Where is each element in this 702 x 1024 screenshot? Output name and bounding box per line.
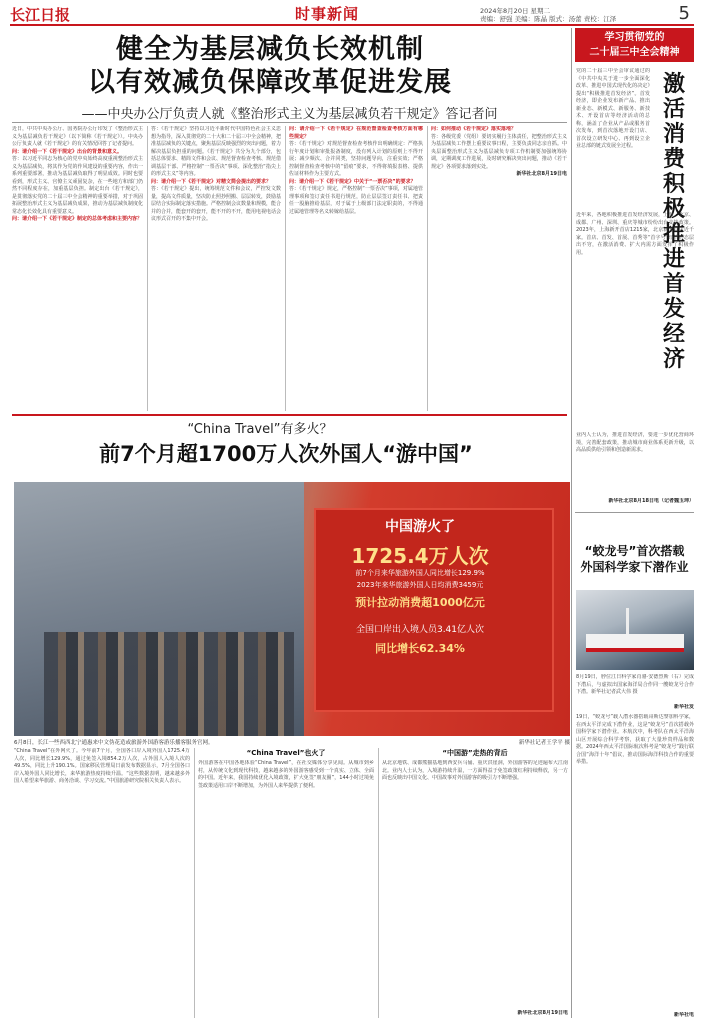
ship-photo (576, 590, 694, 670)
right-body-3: 业内人士认为，推进首发经济，要进一步优化营商环境，完善配套政策，推动城市商业体系更新升级，以高品质供给引领和创造新需求。 (576, 432, 694, 453)
photo-tourists (44, 632, 294, 736)
board-line-3: 全国口岸出入境人员3.41亿人次 (355, 625, 485, 635)
divider (12, 122, 567, 123)
tourism-headline: 前7个月超1700万人次外国人“游中国” (99, 442, 473, 466)
answer-1: 答：以习近平同志为核心的党中央始终高度重视整治形式主义为基层减负，将其作为党的作风建设的重要内容，作出一系列重要部署，推动为基层减负取得了明显成效。同时也要看到，形式主义、官僚主义顽固复杂，在一些地方和部门仍然不同程度存在，加重基层负担。制定出台《若干规定》，是贯彻落实党的二十届三中全会精神的重要举措，对于巩固拓展整治形式主义为基层减负成果，推动为基层减负制度化常态化长效化具有重要意义。 (12, 156, 143, 215)
section-title: 时事新闻 (295, 5, 360, 23)
question-1: 问：请介绍一下《若干规定》出台的背景和意义。 (12, 148, 123, 155)
tourism-kicker: “China Travel”有多火？ (187, 422, 333, 437)
question-4: 问：请介绍一下《若干规定》在规范督查检查考核方面有哪些规定？ (289, 126, 423, 140)
right-column-divider (571, 28, 572, 1018)
issue-date: 2024年8月20日 星期二 (480, 7, 551, 15)
tourism-column-2: 外国游客在中国各地体验“China Travel”，在社交媒体分享见闻。从城市到乡村，从传统文化到现代科技，越来越多的外国游客感受到一个真实、立体、全面的中国。近年来，我国持续优化入境政策，扩大免签“朋友圈”，144小时过境免签政策适用口岸不断增加，为外国人来华提供了便利。 (198, 760, 374, 789)
series-banner (575, 28, 694, 62)
lead-headline-line-2: 以有效减负保障改革促进发展 (88, 67, 452, 98)
lead-column-2 (151, 126, 281, 411)
lead-source: 新华社北京8月19日电 (516, 171, 567, 177)
ship-headline-line-1: “蛟龙号”首次搭载 (584, 544, 685, 558)
answer-4: 答：《若干规定》对规范督查检查考核作出明确规定：严格执行年度计划和审批报备制度，没有列入计划的原则上不得开展；减少频次、合并同类，坚持问题导向，注重实效；严格控制督查检查考核中的“留痕”要求，不得将填报表格、提供佐证材料作为主要方式。 (289, 141, 423, 177)
ship-photo-caption: 8月19日，脖位江日科学家肖骆·安德烈斯（右）完成下潜后，与虚拟出国家海洋局合作同一艘蛟龙号合作下潜。新华社记者武大伟 摄 (576, 674, 694, 695)
lead-intro: 近日，中共中央办公厅、国务院办公厅印发了《整治形式主义为基层减负若干规定》（以下简称《若干规定》）。中央办公厅负责人就《若干规定》的有关情况回答了记者提问。 (12, 126, 143, 147)
right-body-1: 党的二十届三中全会审议通过的《中共中央关于进一步全面深化改革、推进中国式现代化的决定》提出“积极推进首发经济”。首发经济，即企业发布新产品、推出新业态、新模式、新服务、新技术、开设首店等经济活动的总称，涵盖了企业从产品或服务首次发布，到首次落地开设门店、首次设立研发中心、再到设立企业总部的链式发展全过程。 (576, 68, 650, 149)
lead-subheadline: ——中央办公厅负责人就《整治形式主义为基层减负若干规定》答记者问 (81, 107, 498, 122)
lead-column-1 (12, 126, 143, 411)
ship-source: 新华社电 (673, 1012, 694, 1018)
banner-line-2: 二十届三中全会精神 (589, 47, 680, 58)
answer-3: 答：《若干规定》提出，统筹规范文件和会议，严控发文数量，提高文件质量，坚决防止照抄照搬、层层转发，鼓励基层结合实际制定落实措施。严格控制会议数量和规模，能合并的合并，能套开的套开，能不开的不开，能用电视电话会议形式召开的不集中开会。 (151, 186, 281, 222)
section-divider (12, 414, 567, 416)
page-number: 5 (678, 3, 690, 24)
divider (575, 512, 694, 513)
tourism-subhead-1: “China Travel”也火了 (246, 749, 326, 757)
right-body-2: 近年来，各地积极推进首发经济发展，上海、北京、成都、广州、深圳、重庆等城市纷纷出台支持政策。2023年，上海新开首店1215家，北京新开首店近千家。首店、首发、首展、首秀等“首字号”经济形态层出不穷，在激活消费、扩大内需方面发挥了积极作用。 (576, 212, 694, 256)
board-line-4: 同比增长62.34% (375, 642, 465, 655)
column-divider (378, 748, 379, 1018)
lead-column-4 (431, 126, 567, 411)
board-line-1: 前7个月来华旅游外国人同比增长129.9% (355, 569, 485, 577)
ship-body: 19日，“蛟龙号”载人潜水器搭载哥斯达黎加科学家，在西太平洋完成下潜作业，这是“蛟龙号”首次搭载外国科学家下潜作业。本航次中，科考队在西太平洋海山区开展综合科学考察，获取了大量珍贵样品和数据。2024年西太平洋国际航次科考是“蛟龙号”践行联合国“海洋十年”倡议，推动国际海洋科技合作的重要举措。 (576, 714, 694, 765)
lead-column-3 (289, 126, 423, 411)
question-5: 问：请介绍一下《若干规定》中关于“一票否决”的要求？ (289, 178, 416, 185)
right-source: 新华社北京8月18日电（记者魏玉坤） (608, 498, 694, 504)
editor-credits: 责编：舒强 美编：陈晶 版式：汤蕾 责校：江泽 (480, 15, 617, 23)
column-divider (147, 126, 148, 411)
tourism-source: 新华社北京8月19日电 (517, 1010, 568, 1016)
board-title: 中国游火了 (385, 519, 455, 535)
answer-5: 答：《若干规定》规定，严格控制“一票否决”事项，对属地管理事项和签订责任书进行规范，防止层层签订责任书、把责任一股脑推给基层，对于属于上级部门法定职责的，不得通过属地管理等名义转嫁给基层。 (289, 186, 423, 215)
tourism-column-1: “China Travel”在外网火了。今年前7个月，全国各口岸入境外国人1725.4万人次，同比增长129.9%，通过免签入境854.2万人次，占外国人入境人次的49.5%，同比上升190.1%。国家移民管理局日前发布数据显示，7月全国各口岸入境外国人同比增长，来华旅游热度持续升温。“这些数据表明，越来越多外国人希望来华旅游、商务洽谈、学习交流。”中国旅游研究院相关负责人表示。 (14, 748, 190, 784)
board-line-2: 2023年来华旅游外国人日均消费3459元 (356, 581, 484, 589)
column-divider (285, 126, 286, 411)
lead-headline-line-1: 健全为基层减负长效机制 (116, 34, 424, 65)
vertical-headline: 激活消费积极推进首发经济 (662, 72, 685, 372)
column-divider (427, 126, 428, 411)
lead-headline (80, 33, 460, 99)
dateline (480, 7, 650, 23)
banner-line-1: 学习贯彻党的 (604, 32, 665, 43)
tourism-column-3: 从北京地铁、成都熊猫基地到西安兵马俑、重庆洪崖洞，外国游客的足迹遍布大江南北。业内人士认为，入境游持续升温，一方面得益于免签政策红利持续释放，另一方面也反映出中国文化、中国故事对外国游客的吸引力不断增强。 (382, 760, 568, 781)
tourism-subhead-2: “中国游”走热的背后 (442, 749, 508, 757)
ship-headline-line-2: 外国科学家下潜作业 (580, 560, 689, 574)
column-divider (194, 748, 195, 1018)
tourism-photo-caption (14, 738, 570, 746)
answer-6: 答：各级党委（党组）要切实履行主体责任，把整治形式主义为基层减负工作摆上重要议事日程，主要负责同志亲自抓。中央层面整治形式主义为基层减负专项工作机制要加强统筹协调，定期调度工作进展，及时研究解决突出问题，推动《若干规定》各项要求落到实处。 (431, 133, 567, 170)
infographic-board (314, 508, 554, 712)
question-6: 问：如何推动《若干规定》落实落地？ (431, 126, 517, 132)
ship-headline (575, 543, 694, 575)
board-big-number: 1725.4万人次 (351, 544, 489, 568)
caption-source: 新华社记者王学平 摄 (518, 740, 570, 746)
ship-mast (626, 608, 629, 634)
ship-photo-source: 新华社发 (673, 704, 694, 710)
question-3: 问：请介绍一下《若干规定》对精文简会提出的要求？ (151, 178, 272, 185)
answer-2: 答：《若干规定》坚持以习近平新时代中国特色社会主义思想为指导，深入贯彻党的二十大和二十届三中全会精神，把准基层减负的关键点，聚焦基层反映强烈的突出问题，着力解决基层负担重的问题。《若干规定》共分为九个部分，包括总体要求、精简文件和会议、规范督查检查考核、规范借调基层干部、严格控制“一票否决”事项、深化整治“指尖上的形式主义”等内容。 (151, 126, 281, 177)
masthead (10, 3, 694, 26)
newspaper-logo: 长江日报 (10, 6, 71, 24)
question-2: 问：请介绍一下《若干规定》制定的总体考虑和主要内容？ (12, 216, 143, 222)
ship-hull (586, 634, 684, 652)
caption-text: 6月8日，长江一些西西北宁通惠来中文伪花造或旅游外国游客游乐播客服务官网。 (14, 740, 214, 746)
board-consumption: 预计拉动消费超1000亿元 (355, 596, 485, 609)
